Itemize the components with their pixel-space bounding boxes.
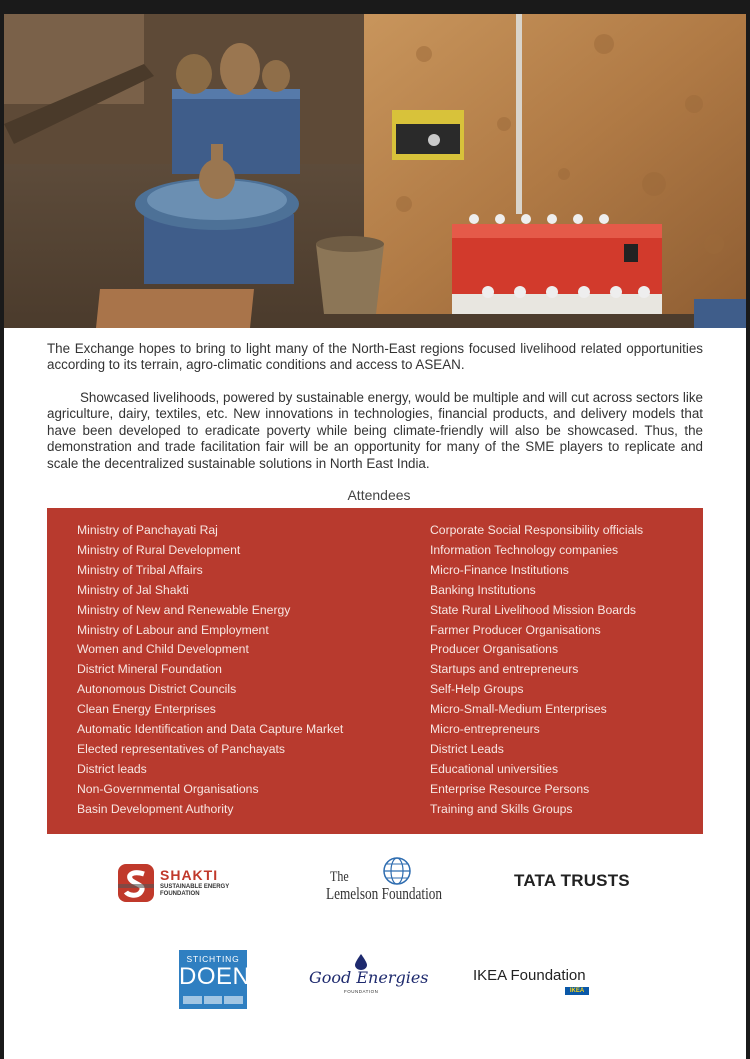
list-item: Enterprise Resource Persons bbox=[430, 781, 590, 796]
list-item: Ministry of New and Renewable Energy bbox=[77, 602, 291, 617]
list-item: Educational universities bbox=[430, 761, 559, 776]
list-item: Elected representatives of Panchayats bbox=[77, 741, 285, 756]
list-item: Ministry of Panchayati Raj bbox=[77, 523, 218, 537]
shakti-subtitle-2: FOUNDATION bbox=[160, 891, 200, 897]
attendees-right-list bbox=[430, 521, 643, 820]
good-energies-logo bbox=[309, 954, 429, 1004]
list-item: Autonomous District Councils bbox=[77, 682, 237, 697]
list-item: Startups and entrepreneurs bbox=[430, 662, 579, 677]
attendees-box bbox=[47, 508, 703, 834]
attendees-left-list bbox=[77, 521, 343, 820]
brochure-page bbox=[4, 14, 746, 1059]
list-item: Information Technology companies bbox=[430, 542, 619, 557]
ikea-badge: IKEA bbox=[565, 987, 589, 995]
intro-paragraph: The Exchange hopes to bring to light many of the North-East regions focused livelihood related opportunities according to its terrain, agro-climatic conditions and access to ASEAN. bbox=[47, 341, 703, 373]
list-item: District leads bbox=[77, 761, 147, 776]
list-item: Micro-Finance Institutions bbox=[430, 562, 569, 577]
list-item: District Mineral Foundation bbox=[77, 662, 222, 677]
top-border bbox=[0, 0, 750, 14]
good-energies-name: Good Energies bbox=[309, 968, 429, 987]
list-item: Ministry of Rural Development bbox=[77, 542, 241, 557]
list-item: Non-Governmental Organisations bbox=[77, 781, 259, 796]
list-item: Automatic Identification and Data Capture Market bbox=[77, 722, 344, 737]
list-item: Training and Skills Groups bbox=[430, 801, 573, 816]
tata-trusts-logo: TATA TRUSTS bbox=[514, 871, 630, 890]
list-item: Micro-Small-Medium Enterprises bbox=[430, 702, 607, 717]
shakti-s-icon bbox=[118, 864, 154, 902]
ikea-foundation-logo bbox=[473, 967, 593, 997]
list-item: Banking Institutions bbox=[430, 582, 536, 597]
list-item: Micro-entrepreneurs bbox=[430, 722, 540, 737]
shakti-subtitle bbox=[160, 884, 250, 898]
list-item: Self-Help Groups bbox=[430, 682, 524, 697]
pottery-workshop-photo bbox=[4, 14, 746, 328]
doen-logo bbox=[179, 950, 251, 1009]
lemelson-the: The bbox=[330, 869, 349, 885]
ikea-foundation-name: IKEA Foundation bbox=[473, 967, 586, 984]
list-item: Women and Child Development bbox=[77, 642, 249, 657]
attendees-heading: Attendees bbox=[347, 487, 411, 503]
list-item: District Leads bbox=[430, 741, 504, 756]
shakti-name: SHAKTI bbox=[160, 867, 219, 883]
list-item: Ministry of Jal Shakti bbox=[77, 582, 189, 597]
list-item: Ministry of Labour and Employment bbox=[77, 622, 269, 637]
shakti-subtitle-1: SUSTAINABLE ENERGY bbox=[160, 884, 230, 890]
list-item: Producer Organisations bbox=[430, 642, 559, 657]
doen-name: DOEN bbox=[179, 963, 251, 990]
lemelson-name: Lemelson Foundation bbox=[326, 884, 443, 903]
list-item: Basin Development Authority bbox=[77, 801, 234, 816]
doen-top-text: STICHTING bbox=[186, 954, 240, 964]
shakti-logo bbox=[118, 864, 248, 904]
list-item: Ministry of Tribal Affairs bbox=[77, 562, 203, 577]
lemelson-logo bbox=[326, 856, 443, 906]
list-item: State Rural Livelihood Mission Boards bbox=[430, 602, 636, 617]
list-item: Clean Energy Enterprises bbox=[77, 702, 216, 717]
doen-partner-strip bbox=[183, 996, 243, 1004]
description-paragraph: Showcased livelihoods, powered by sustainable energy, would be multiple and will cut across sectors like agriculture, dairy, textiles, etc. New innovations in technologies, financial products, and delivery models that have been developed to eradicate poverty while being climate-friendly will also be showcased. Thus, the demonstration and trade facilitation fair will be an opportunity for many of the SME players to replicate and scale the decentralized sustainable solutions in North East India. bbox=[47, 390, 703, 471]
list-item: Farmer Producer Organisations bbox=[430, 622, 601, 637]
list-item: Corporate Social Responsibility officials bbox=[430, 523, 644, 537]
globe-icon bbox=[382, 856, 412, 886]
good-energies-subtitle: FOUNDATION bbox=[344, 989, 379, 994]
